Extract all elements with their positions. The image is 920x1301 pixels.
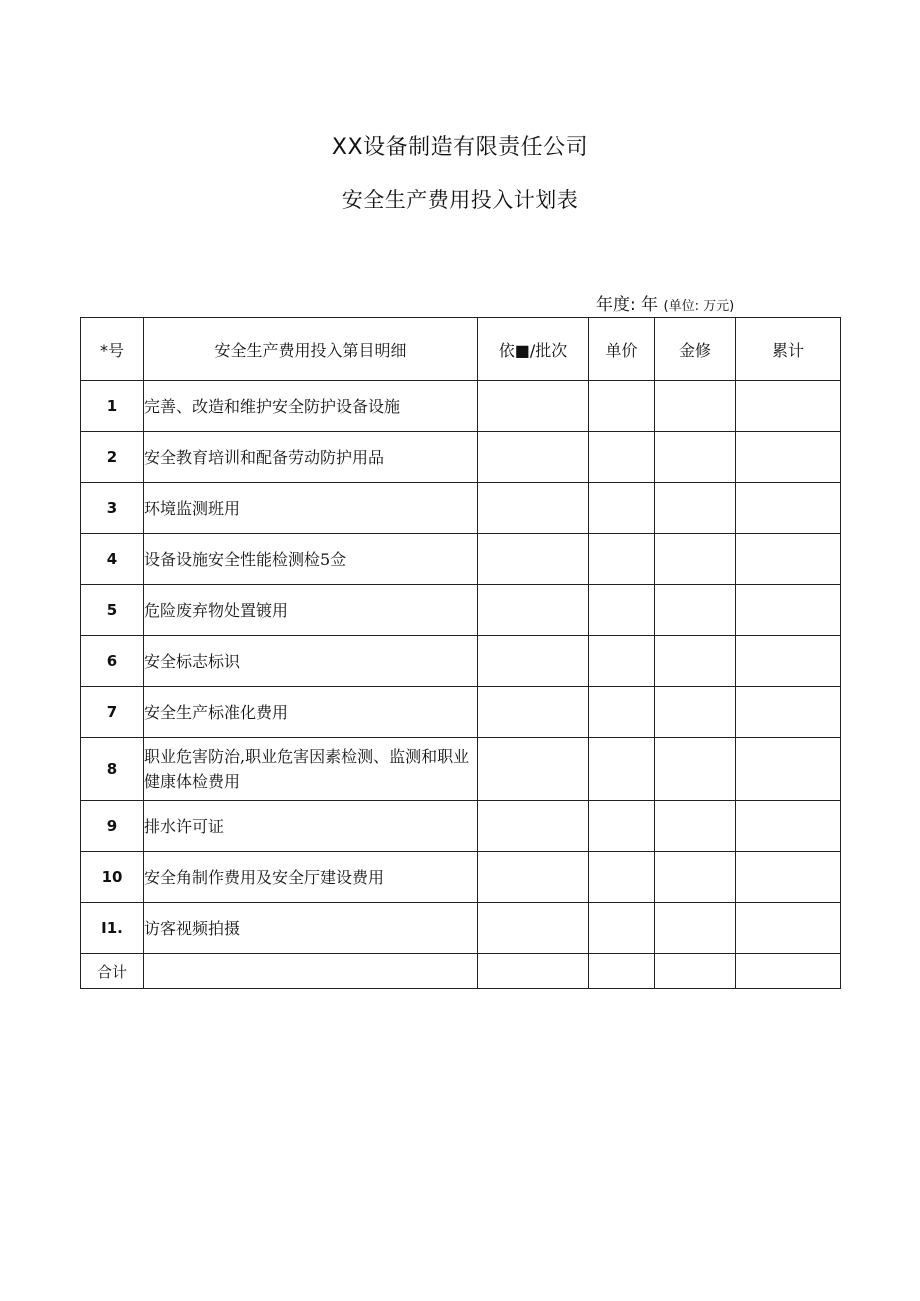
row-number: 8 (81, 738, 144, 801)
header-number: *号 (81, 318, 144, 381)
cell-amount (655, 687, 736, 738)
row-number: 7 (81, 687, 144, 738)
cell-quantity (478, 852, 589, 903)
row-item: 环境监测班用 (144, 483, 478, 534)
cell-total-cumulative (736, 954, 841, 989)
row-item: 设备设施安全性能检测检5佥 (144, 534, 478, 585)
row-number: 4 (81, 534, 144, 585)
row-item: 排水许可证 (144, 801, 478, 852)
cell-amount (655, 738, 736, 801)
cell-quantity (478, 903, 589, 954)
table-row (81, 381, 841, 432)
cell-cumulative (736, 687, 841, 738)
cell-amount (655, 585, 736, 636)
table-total-row (81, 954, 841, 989)
year-unit-line (596, 290, 734, 315)
table-row (81, 738, 841, 801)
cell-unit-price (589, 903, 655, 954)
cell-cumulative (736, 738, 841, 801)
table-row (81, 585, 841, 636)
cell-unit-price (589, 534, 655, 585)
cell-cumulative (736, 534, 841, 585)
row-item: 危险废弃物处置镀用 (144, 585, 478, 636)
cell-amount (655, 903, 736, 954)
cell-amount (655, 801, 736, 852)
document-title: 安全生产费用投入计划表 (341, 188, 579, 212)
row-item: 职业危害防治,职业危害因素检测、监测和职业健康体检费用 (144, 738, 478, 801)
cell-total-amount (655, 954, 736, 989)
header-unit-price: 单价 (589, 318, 655, 381)
total-label: 合计 (81, 954, 144, 989)
header-item-detail: 安全生产费用投入第目明细 (144, 318, 478, 381)
cell-quantity (478, 801, 589, 852)
cell-cumulative (736, 636, 841, 687)
cell-quantity (478, 483, 589, 534)
cell-unit-price (589, 432, 655, 483)
company-title: XX设备制造有限责任公司 (331, 135, 589, 160)
row-number: 9 (81, 801, 144, 852)
table-row (81, 432, 841, 483)
table-header-row (81, 318, 841, 381)
cell-cumulative (736, 432, 841, 483)
header-cumulative: 累计 (736, 318, 841, 381)
row-number: 1 (81, 381, 144, 432)
row-number: 6 (81, 636, 144, 687)
cell-quantity (478, 534, 589, 585)
cell-cumulative (736, 585, 841, 636)
table-row (81, 687, 841, 738)
table-row (81, 636, 841, 687)
cell-amount (655, 852, 736, 903)
cell-amount (655, 534, 736, 585)
cell-unit-price (589, 636, 655, 687)
row-number: 10 (81, 852, 144, 903)
row-item: 完善、改造和维护安全防护设备设施 (144, 381, 478, 432)
cell-total-item (144, 954, 478, 989)
table-row (81, 483, 841, 534)
cell-quantity (478, 738, 589, 801)
table-row (81, 801, 841, 852)
cell-unit-price (589, 381, 655, 432)
cell-amount (655, 381, 736, 432)
cell-unit-price (589, 852, 655, 903)
cell-quantity (478, 432, 589, 483)
header-quantity: 依■/批次 (478, 318, 589, 381)
cell-quantity (478, 381, 589, 432)
cell-quantity (478, 585, 589, 636)
row-item: 安全角制作费用及安全厅建设费用 (144, 852, 478, 903)
cell-cumulative (736, 483, 841, 534)
cell-cumulative (736, 852, 841, 903)
cell-unit-price (589, 801, 655, 852)
cell-amount (655, 636, 736, 687)
row-item: 访客视频拍摄 (144, 903, 478, 954)
cell-total-quantity (478, 954, 589, 989)
row-item: 安全标志标识 (144, 636, 478, 687)
expense-plan-table (80, 317, 841, 989)
row-item: 安全生产标准化费用 (144, 687, 478, 738)
year-value: 年 (641, 295, 659, 315)
row-number: I1. (81, 903, 144, 954)
cell-unit-price (589, 687, 655, 738)
cell-unit-price (589, 585, 655, 636)
cell-cumulative (736, 903, 841, 954)
table-row (81, 903, 841, 954)
year-label: 年度: (596, 295, 636, 315)
header-amount: 金修 (655, 318, 736, 381)
cell-unit-price (589, 738, 655, 801)
table-row (81, 852, 841, 903)
row-number: 5 (81, 585, 144, 636)
cell-unit-price (589, 483, 655, 534)
cell-cumulative (736, 381, 841, 432)
row-number: 2 (81, 432, 144, 483)
row-item: 安全教育培训和配备劳动防护用品 (144, 432, 478, 483)
cell-amount (655, 432, 736, 483)
row-number: 3 (81, 483, 144, 534)
table-row (81, 534, 841, 585)
unit-label: (单位: 万元) (663, 299, 735, 314)
cell-quantity (478, 636, 589, 687)
cell-quantity (478, 687, 589, 738)
cell-amount (655, 483, 736, 534)
cell-cumulative (736, 801, 841, 852)
cell-total-unit-price (589, 954, 655, 989)
